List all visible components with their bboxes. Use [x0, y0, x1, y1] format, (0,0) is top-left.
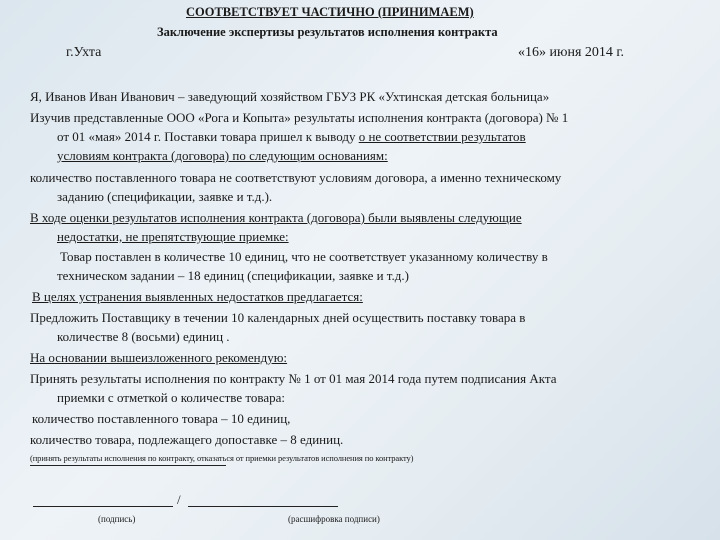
paragraph-accept-line1: Принять результаты исполнения по контракту № 1 от 01 мая 2014 года путем подписания Акта	[30, 371, 557, 386]
city: г.Ухта	[66, 45, 102, 60]
paragraph-quantity-line2: заданию (спецификации, заявке и т.д.).	[57, 189, 273, 204]
page-subtitle: Заключение экспертизы результатов исполнения контракта	[157, 25, 498, 39]
paragraph-executor: Я, Иванов Иван Иванович – заведующий хозяйством ГБУЗ РК «Ухтинская детская больница»	[30, 89, 550, 104]
paragraph-quantity-line1: количество поставленного товара не соответствуют условиям договора, а именно техническому	[30, 170, 562, 185]
paragraph-delivered-line1: Товар поставлен в количестве 10 единиц, что не соответствует указанному количеству в	[60, 249, 548, 264]
paragraph-proposal-line1: Предложить Поставщику в течении 10 календарных дней осуществить поставку товара в	[30, 310, 526, 325]
decision-note-underline	[30, 465, 226, 466]
signature-decode-label: (расшифровка подписи)	[288, 514, 380, 524]
paragraph-proposal-line2: количестве 8 (восьми) единиц .	[57, 329, 230, 344]
paragraph-review-line1: Изучив представленные ООО «Рога и Копыта» результаты исполнения контракта (договора) № 1	[30, 110, 569, 125]
paragraph-defects-line2: недостатки, не препятствующие приемке:	[57, 229, 289, 244]
paragraph-defects-line1: В ходе оценки результатов исполнения контракта (договора) были выявлены следующие	[30, 210, 522, 225]
paragraph-review-line3: условиям контракта (договора) по следующим основаниям:	[57, 148, 388, 163]
paragraph-remaining-count: количество товара, подлежащего допоставке – 8 единиц.	[30, 432, 344, 447]
review-conclusion: о не соответствии результатов	[358, 129, 526, 144]
paragraph-delivered-count: количество поставленного товара – 10 единиц,	[32, 411, 291, 426]
signature-line	[33, 506, 173, 507]
signature-decode-line	[188, 506, 338, 507]
page-title: СООТВЕТСТВУЕТ ЧАСТИЧНО (ПРИНИМАЕМ)	[186, 5, 474, 19]
paragraph-delivered-line2: техническом задании – 18 единиц (спецификации, заявке и т.д.)	[57, 268, 409, 283]
decision-note: (принять результаты исполнения по контракту, отказаться от приемки результатов исполнения по контракту)	[30, 453, 414, 463]
paragraph-review-line2	[57, 129, 526, 145]
signature-label: (подпись)	[98, 514, 136, 524]
paragraph-recommend-heading: На основании вышеизложенного рекомендую:	[30, 350, 288, 365]
review-text: от 01 «мая» 2014 г. Поставки товара пришел к выводу	[57, 129, 359, 144]
signature-separator: /	[177, 492, 181, 507]
document-date: «16» июня 2014 г.	[518, 45, 625, 60]
paragraph-proposal-heading: В целях устранения выявленных недостатков предлагается:	[32, 289, 363, 304]
paragraph-accept-line2: приемки с отметкой о количестве товара:	[57, 390, 285, 405]
